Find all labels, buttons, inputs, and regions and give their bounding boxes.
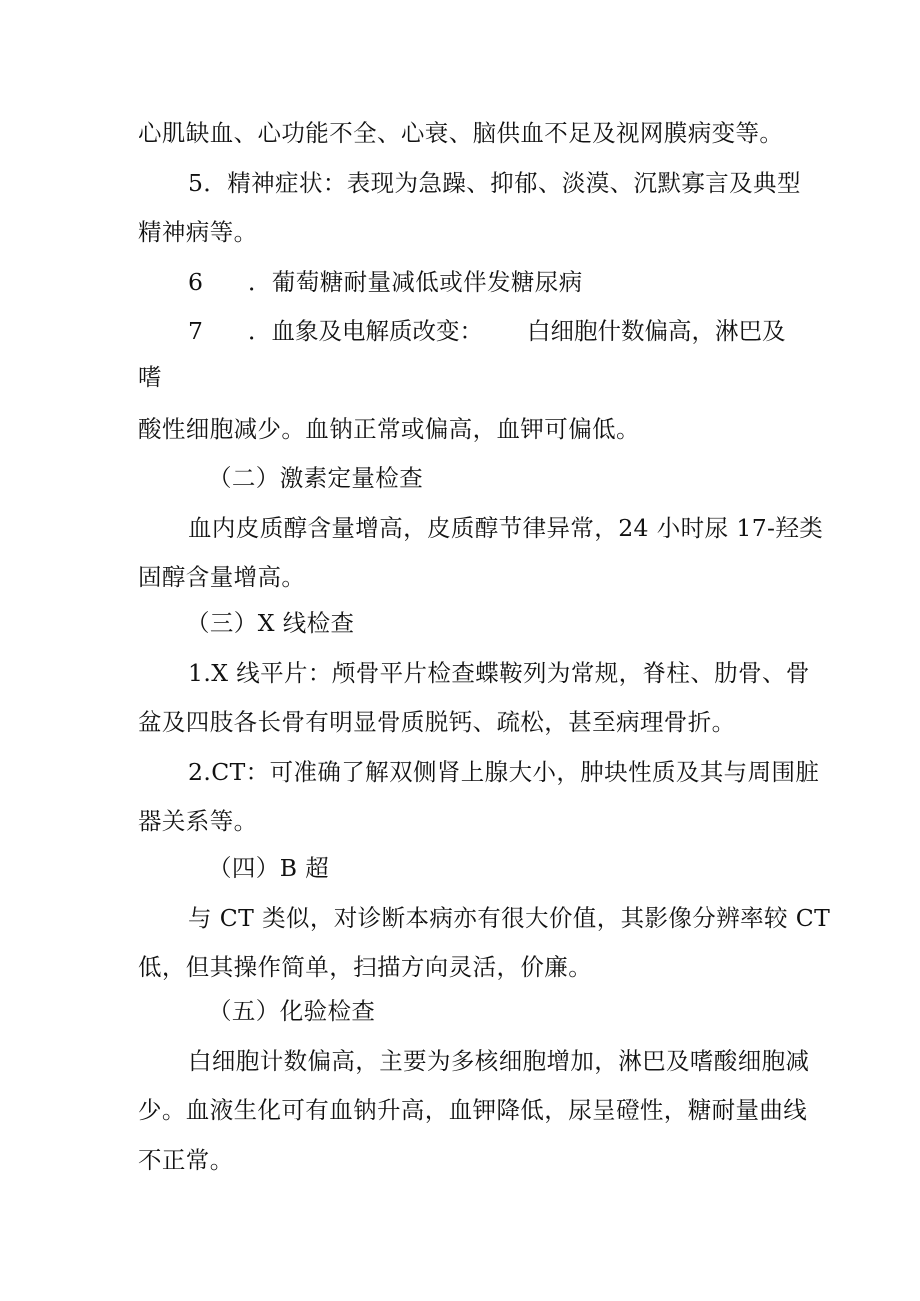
section-heading: （二）激素定量检查	[208, 464, 424, 492]
paragraph-line: 少。血液生化可有血钠升高，血钾降低，尿呈磴性，糖耐量曲线	[138, 1096, 808, 1124]
paragraph-line: 2.CT：可准确了解双侧肾上腺大小，肿块性质及其与周围脏	[188, 758, 820, 786]
paragraph-line: 器关系等。	[138, 807, 258, 835]
paragraph-line: ．血象及电解质改变：	[248, 317, 483, 345]
section-heading: （三）X 线检查	[186, 609, 355, 637]
paragraph-line: ．葡萄糖耐量减低或伴发糖尿病	[248, 268, 583, 296]
paragraph-line: 不正常。	[138, 1146, 234, 1174]
paragraph-line: 酸性细胞减少。血钠正常或偏高，血钾可偏低。	[138, 415, 640, 443]
paragraph-line: 1.X 线平片：颅骨平片检查蝶鞍列为常规，脊柱、肋骨、骨	[188, 659, 810, 687]
paragraph-line: 白细胞计数偏高，主要为多核细胞增加，淋巴及嗜酸细胞减	[188, 1047, 810, 1075]
paragraph-line: 心肌缺血、心功能不全、心衰、脑供血不足及视网膜病变等。	[138, 119, 784, 147]
paragraph-line: 5．精神症状：表现为急躁、抑郁、淡漠、沉默寡言及典型	[188, 169, 801, 197]
section-heading: （五）化验检查	[208, 997, 376, 1025]
paragraph-line: 嗜	[138, 363, 162, 391]
paragraph-line: 固醇含量增高。	[138, 563, 306, 591]
paragraph-line: 与 CT 类似，对诊断本病亦有很大价值，其影像分辨率较 CT	[188, 904, 831, 932]
paragraph-line: 低，但其操作简单，扫描方向灵活，价廉。	[138, 953, 593, 981]
item-number: 7	[188, 317, 203, 345]
paragraph-line: 精神病等。	[138, 218, 258, 246]
paragraph-line: 盆及四肢各长骨有明显骨质脱钙、疏松，甚至病理骨折。	[138, 708, 736, 736]
paragraph-line: 白细胞什数偏高，淋巴及	[527, 317, 786, 345]
item-number: 6	[188, 268, 204, 296]
paragraph-line: 血内皮质醇含量增高，皮质醇节律异常，24 小时尿 17-羟类	[188, 514, 824, 542]
section-heading: （四）B 超	[208, 854, 330, 882]
